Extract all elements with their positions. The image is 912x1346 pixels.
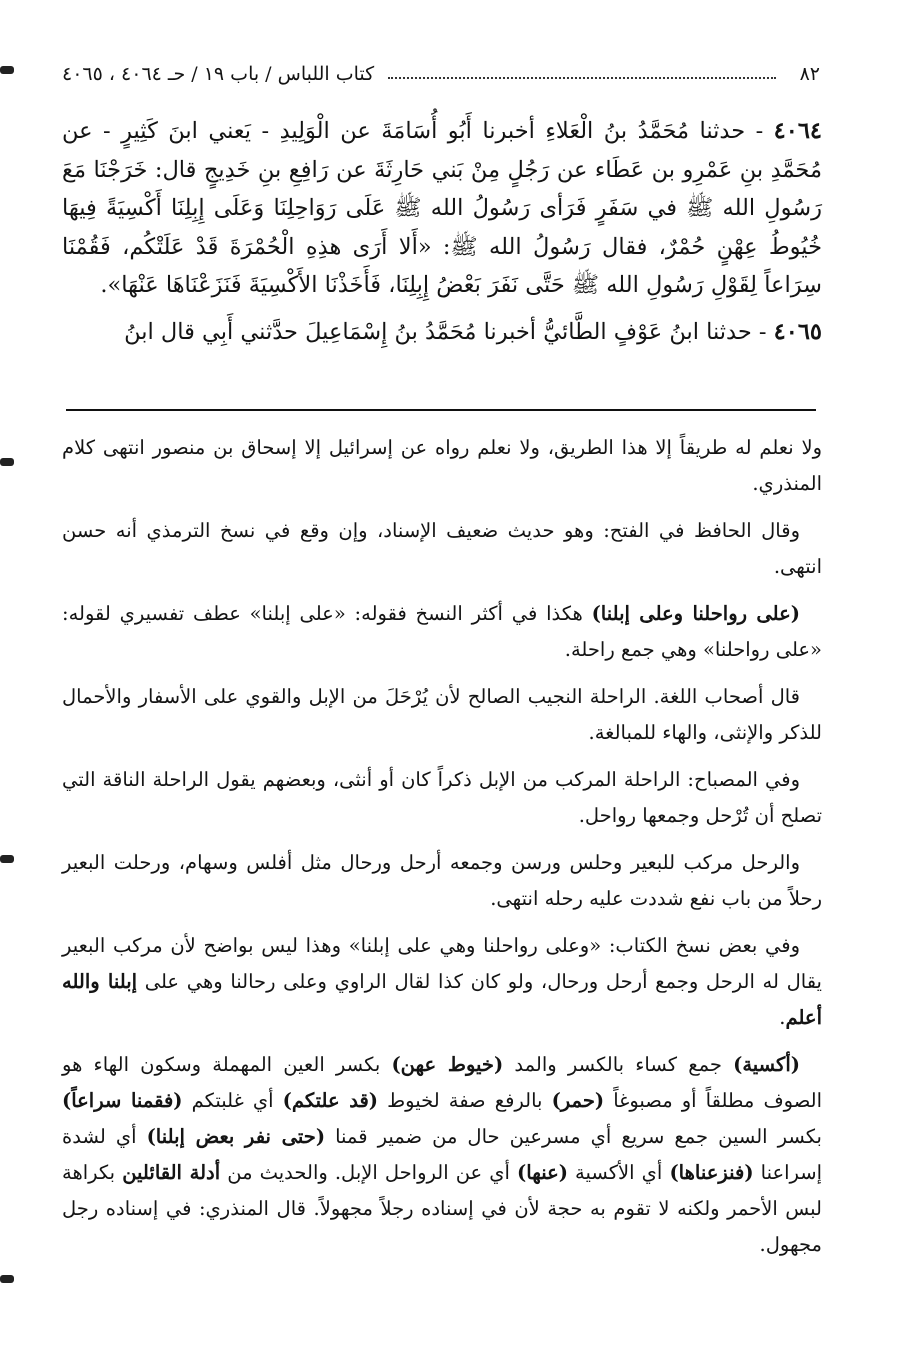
commentary-text: أي عن الرواحل الإبل. والحديث من	[220, 1161, 518, 1184]
page-number: ٨٢	[799, 63, 820, 85]
bold-term: (حمر)	[551, 1089, 605, 1112]
scan-margin-mark	[0, 855, 14, 863]
bold-term: (عنها)	[517, 1161, 568, 1184]
commentary-paragraph: ولا نعلم له طريقاً إلا هذا الطريق، ولا نعلم رواه عن إسرائيل إلا إسحاق بن منصور انتهى كلام المنذري.	[62, 436, 822, 495]
commentary-paragraph: وفي المصباح: الراحلة المركب من الإبل ذكراً كان أو أنثى، وبعضهم يقول الراحلة الناقة التي تصلح أن تُرْحل وجمعها رواحل.	[62, 768, 822, 827]
commentary-text: بكسر السين جمع سريع أي مسرعين حال من ضمير قمنا	[325, 1125, 822, 1148]
bold-term: (فنزعناها)	[669, 1161, 754, 1184]
hadith-body: - حدثنا ابنُ عَوْفٍ الطَّائيُّ أخبرنا مُحَمَّدُ بنُ إِسْمَاعِيلَ حدَّثني أَبِي قال ابنُ	[124, 318, 774, 345]
hadith-4064	[62, 112, 822, 305]
commentary-text: جمع كساء بالكسر والمد	[503, 1053, 734, 1076]
header-dotted-leader	[388, 77, 775, 79]
commentary-text: .	[779, 1006, 786, 1029]
hadith-4065	[62, 313, 822, 352]
commentary-paragraph: قال أصحاب اللغة. الراحلة النجيب الصالح لأن يُرْحَلَ من الإبل والقوي على الأسفار والأحمال للذكر والإنثى، والهاء للمبالغة.	[62, 685, 822, 744]
scan-margin-mark	[0, 458, 14, 466]
bold-term: (على رواحلنا وعلى إبلنا)	[591, 602, 800, 625]
commentary-paragraph: والرحل مركب للبعير وحلس ورسن وجمعه أرحل ورحال مثل أفلس وسهام، ورحلت البعير رحلاً من باب نفع شددت عليه رحله انتهى.	[62, 851, 822, 910]
hadith-number: ٤٠٦٥	[773, 318, 822, 345]
commentary-text: بالرفع صفة لخيوط	[378, 1089, 552, 1112]
commentary-text: أي لشدة إسراعنا	[62, 1125, 823, 1184]
header-title: كتاب اللباس / باب ١٩ / حـ ٤٠٦٤ ، ٤٠٦٥	[62, 63, 375, 85]
commentary-paragraph	[62, 928, 822, 1036]
bold-term: إبلنا والله أعلم	[62, 970, 822, 1029]
bold-term: (خيوط عهن)	[391, 1053, 504, 1076]
bold-term: (أكسية)	[733, 1053, 800, 1076]
scan-margin-mark	[0, 1275, 14, 1283]
commentary-text: هكذا في أكثر النسخ فقوله: «على إبلنا» عطف تفسيري لقوله: «على رواحلنا» وهي جمع راحلة.	[62, 602, 822, 661]
commentary-text: أي غلبتكم	[182, 1089, 283, 1112]
commentary-text: أي الأكسية	[567, 1161, 670, 1184]
commentary	[62, 430, 822, 1274]
footnote-divider	[66, 409, 816, 411]
commentary-text: بكسر العين المهملة وسكون الهاء هو الصوف مطلقاً أو مصبوغاً	[62, 1053, 822, 1112]
commentary-text: وفي بعض نسخ الكتاب: «وعلى رواحلنا وهي على إبلنا» وهذا ليس بواضح لأن مركب البعير يقال له الرحل وجمع أرحل ورحال، ولو كان كذا لقال الراوي وعلى رحالنا وهي على	[62, 934, 822, 993]
commentary-paragraph: وقال الحافظ في الفتح: وهو حديث ضعيف الإسناد، وإن وقع في نسخ الترمذي أنه حسن انتهى.	[62, 519, 822, 578]
hadith-number: ٤٠٦٤	[773, 118, 822, 144]
hadith-body: - حدثنا مُحَمَّدُ بنُ الْعَلاءِ أخبرنا أَبُو أُسَامَةَ عن الْوَلِيدِ - يَعني ابنَ كَثِيرٍ - عن مُحَمَّدِ بنِ عَمْرِو بن عَطَاء عن رَجُلٍ مِنْ بَني حَارِثَةَ عن رَافِعِ بنِ خَدِيجٍ قال: خَرَجْنَا مَعَ رَسُولِ الله ﷺ في سَفَرٍ فَرَأى رَسُولُ الله ﷺ عَلَى رَوَاحِلِنَا وَعَلَى إِبِلِنَا أَكْسِيَةً فِيهَا خُيُوطُ عِهْنٍ حُمْرٌ، فقال رَسُولُ الله ﷺ: «أَلا أَرَى هذِهِ الْحُمْرَةَ قَدْ عَلَتْكُم، فَقُمْنَا سِرَاعاً لِقَوْلِ رَسُولِ الله ﷺ حَتَّى نَفَرَ بَعْضُ إِبِلِنَا، فَأَخَذْنَا الأَكْسِيَةَ فَنَزَعْنَاهَا عَنْهَا».	[62, 118, 822, 298]
bold-term: (فقمنا سراعاً)	[62, 1089, 183, 1112]
running-header	[62, 58, 820, 90]
bold-term: أدلة القائلين	[122, 1161, 221, 1184]
commentary-paragraph	[62, 1047, 822, 1263]
commentary-paragraph	[62, 596, 822, 668]
scan-margin-mark	[0, 66, 14, 74]
hadith-text	[62, 112, 822, 351]
bold-term: (حتى نفر بعض إبلنا)	[146, 1125, 326, 1148]
bold-term: (قد علتكم)	[282, 1089, 379, 1112]
commentary-text: بكراهة لبس الأحمر ولكنه لا تقوم به حجة لأن في إسناده رجلاً مجهولاً. قال المنذري: في إسناده رجل مجهول.	[62, 1161, 822, 1256]
